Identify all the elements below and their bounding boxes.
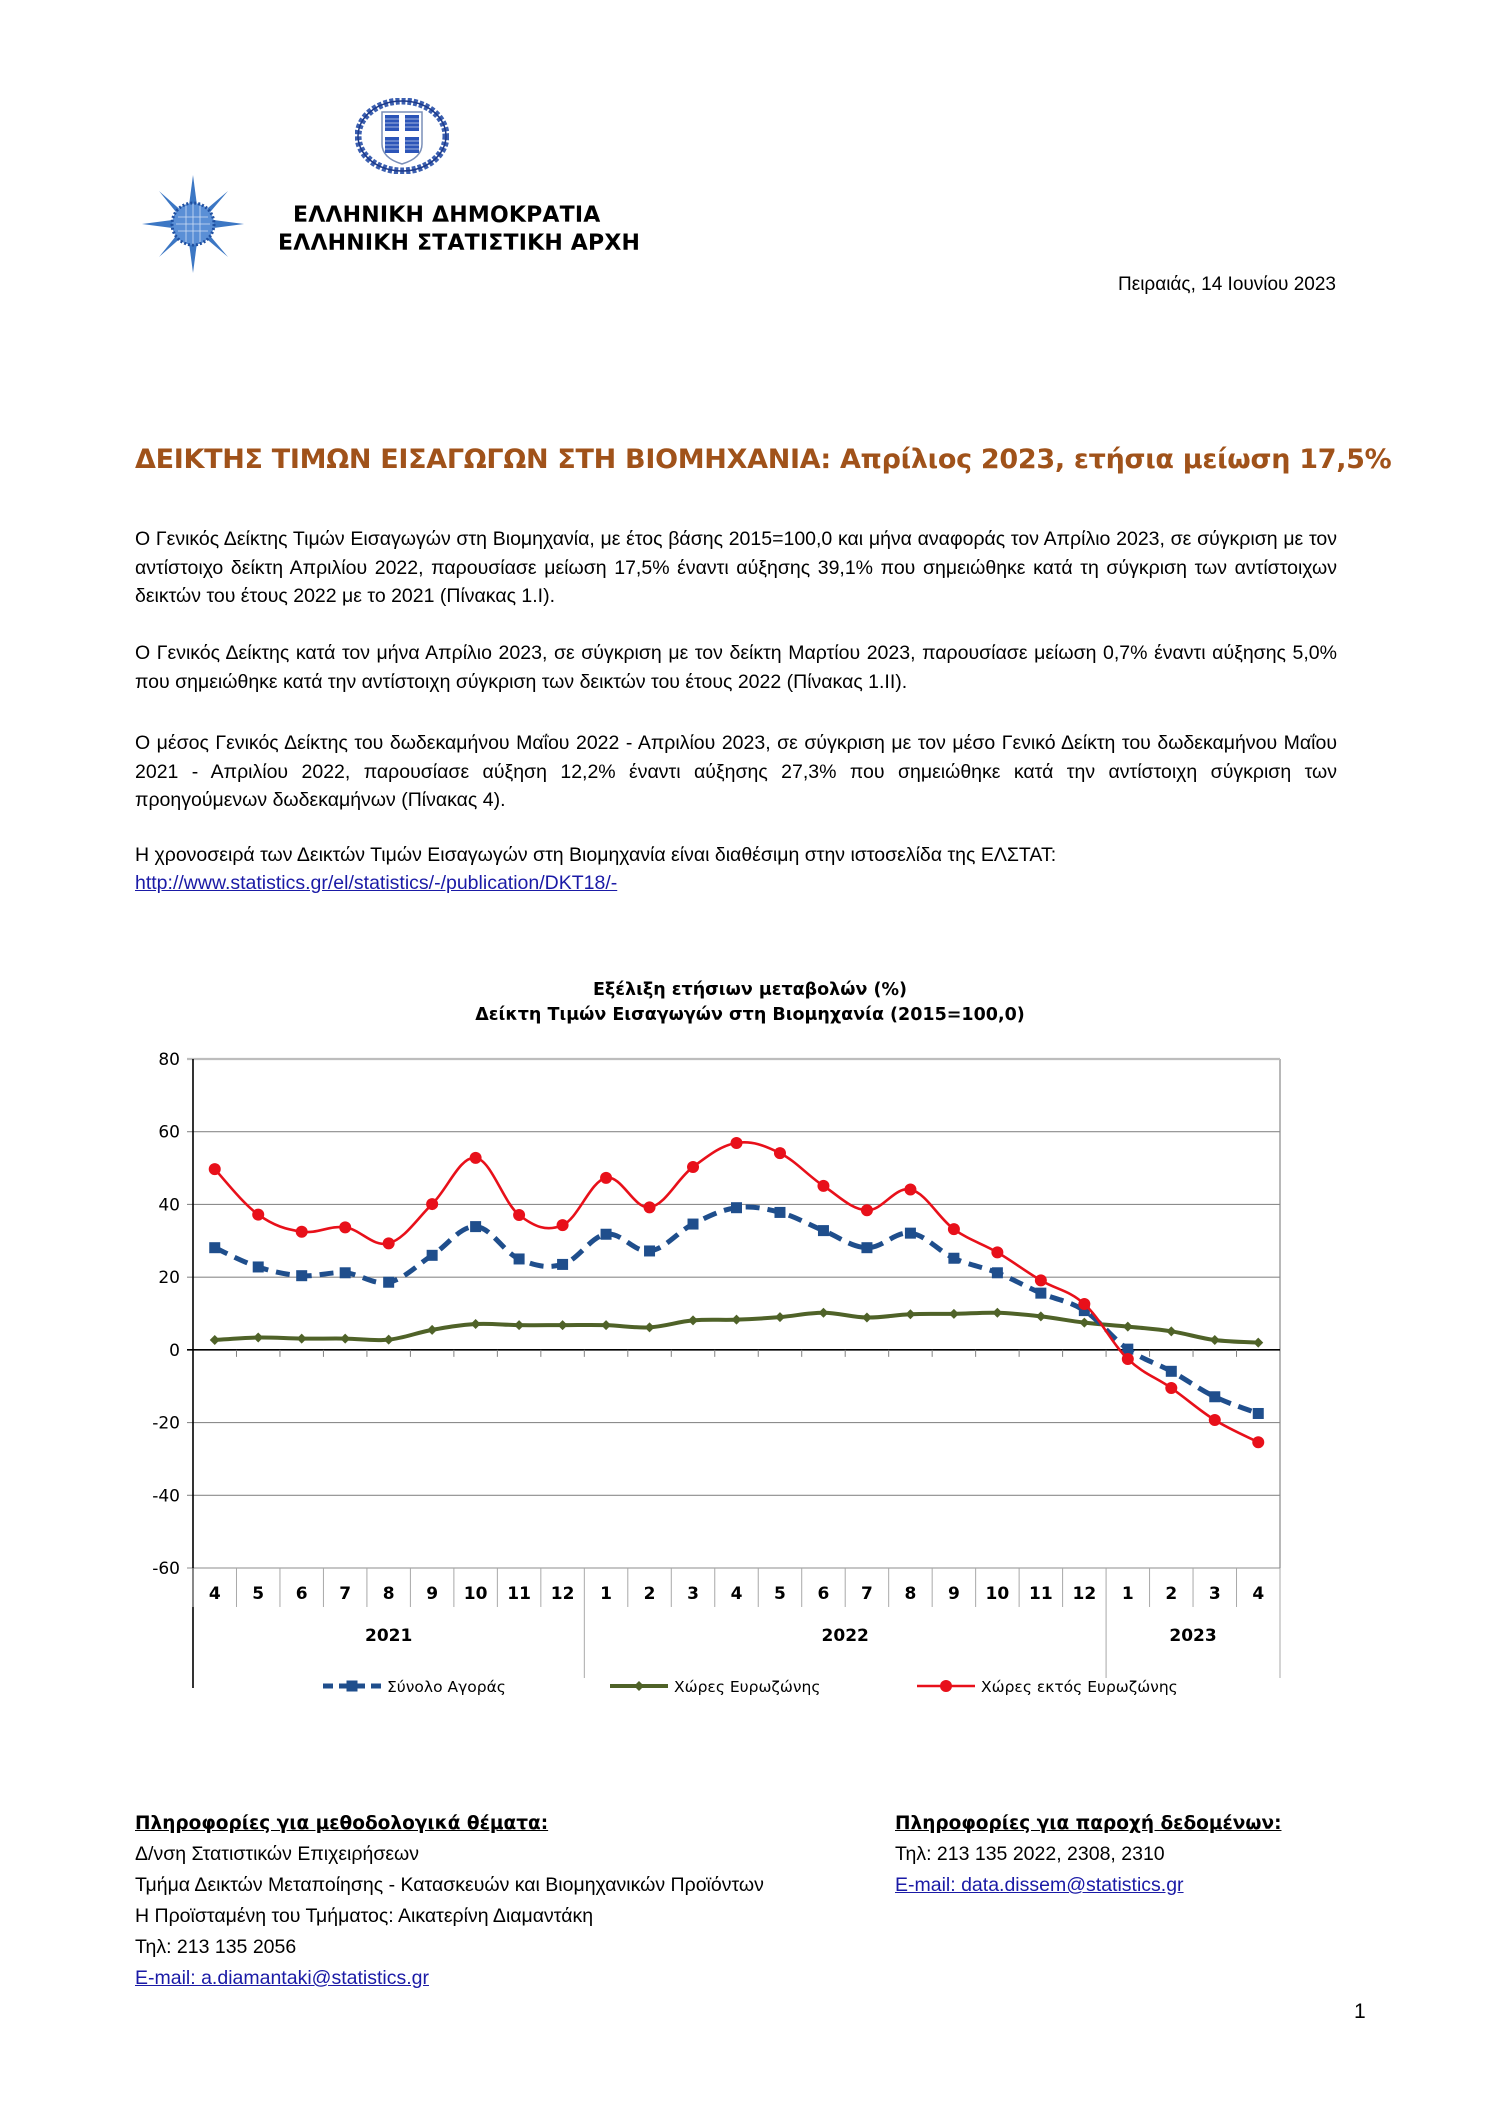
paragraph-monthly-change: Ο Γενικός Δείκτης κατά τον μήνα Απρίλιο 2023, σε σύγκριση με τον δείκτη Μαρτίου 2023, παρουσίασε μείωση 0,7% έναντι αύξησης 5,0% που σημειώθηκε κατά την αντίστοιχη σύγκριση των δεικτών του έτους 2022 (Πίνακας 1.ΙΙ). <box>135 642 1337 693</box>
svg-text:0: 0 <box>169 1340 180 1361</box>
svg-text:6: 6 <box>817 1584 830 1604</box>
svg-text:Χώρες Ευρωζώνης: Χώρες Ευρωζώνης <box>674 1678 821 1696</box>
svg-text:11: 11 <box>507 1584 531 1604</box>
svg-text:12: 12 <box>1072 1584 1097 1604</box>
series-0 <box>209 1202 1264 1419</box>
footer-data-line: Τηλ: 213 135 2022, 2308, 2310 <box>895 1843 1165 1865</box>
svg-text:10: 10 <box>463 1584 488 1604</box>
x-axis <box>193 1059 1280 1688</box>
paragraph-twelve-month-average: Ο μέσος Γενικός Δείκτης του δωδεκαμήνου Μαΐου 2022 - Απριλίου 2023, σε σύγκριση με τον μέσο Γενικό Δείκτη του δωδεκαμήνου Μαΐου 2021 - Απριλίου 2022, παρουσίασε αύξηση 12,2% έναντι αύξησης 27,3% που σημειώθηκε κατά την αντίστοιχη σύγκριση των προηγούμενων δωδεκαμήνων (Πίνακας 4). <box>135 732 1337 811</box>
data-email-link[interactable]: E-mail: data.dissem@statistics.gr <box>895 1874 1184 1896</box>
svg-text:3: 3 <box>687 1584 699 1604</box>
svg-text:40: 40 <box>158 1195 180 1216</box>
svg-text:2023: 2023 <box>1169 1626 1217 1646</box>
timeseries-link[interactable]: http://www.statistics.gr/el/statistics/-/publication/DKT18/- <box>135 872 618 894</box>
svg-text:7: 7 <box>339 1584 352 1604</box>
footer-methodology-line: Τμήμα Δεικτών Μεταποίησης - Κατασκευών και Βιομηχανικών Προϊόντων <box>135 1874 764 1896</box>
chart-gridlines <box>187 1059 1280 1568</box>
chart-series <box>209 1137 1265 1448</box>
svg-text:7: 7 <box>861 1584 873 1604</box>
svg-text:6: 6 <box>295 1584 308 1604</box>
svg-text:Σύνολο Αγοράς: Σύνολο Αγοράς <box>387 1678 506 1696</box>
svg-text:12: 12 <box>550 1584 575 1604</box>
svg-text:9: 9 <box>426 1584 439 1604</box>
svg-text:80: 80 <box>158 1050 180 1070</box>
svg-text:60: 60 <box>158 1122 180 1143</box>
svg-text:2022: 2022 <box>821 1626 869 1646</box>
page-number: 1 <box>1354 2000 1366 2023</box>
chart-legend <box>323 1678 1178 1696</box>
svg-text:-40: -40 <box>152 1486 180 1507</box>
svg-text:-60: -60 <box>152 1559 180 1579</box>
document-title: ΔΕΙΚΤΗΣ ΤΙΜΩΝ ΕΙΣΑΓΩΓΩΝ ΣΤΗ ΒΙΟΜΗΧΑΝΙΑ: Απρίλιος 2023, ετήσια μείωση 17,5% <box>135 444 1392 475</box>
svg-text:8: 8 <box>904 1584 917 1604</box>
svg-text:2: 2 <box>1165 1584 1178 1604</box>
svg-text:4: 4 <box>1252 1584 1265 1604</box>
footer-methodology-line: Τηλ: 213 135 2056 <box>135 1936 297 1958</box>
footer-methodology-line: Δ/νση Στατιστικών Επιχειρήσεων <box>135 1843 420 1865</box>
org-name-line1: ΕΛΛΗΝΙΚΗ ΔΗΜΟΚΡΑΤΙΑ <box>293 203 601 228</box>
footer-methodology <box>135 1808 764 1994</box>
document-date: Πειραιάς, 14 Ιουνίου 2023 <box>1118 274 1336 295</box>
svg-text:2021: 2021 <box>364 1626 413 1646</box>
svg-text:4: 4 <box>208 1584 221 1604</box>
legend-item-1 <box>610 1678 820 1696</box>
svg-text:1: 1 <box>600 1584 612 1604</box>
svg-text:10: 10 <box>985 1584 1010 1604</box>
paragraph-annual-change: Ο Γενικός Δείκτης Τιμών Εισαγωγών στη Βιομηχανία, με έτος βάσης 2015=100,0 και μήνα αναφοράς τον Απρίλιο 2023, σε σύγκριση με τον αντίστοιχο δείκτη Απριλίου 2022, παρουσίασε μείωση 17,5% έναντι αύξησης 39,1% που σημειώθηκε κατά τη σύγκριση των αντίστοιχων δεικτών του έτους 2022 με το 2021 (Πίνακας 1.Ι). <box>135 528 1337 607</box>
footer-data-heading: Πληροφορίες για παροχή δεδομένων: <box>895 1813 1282 1834</box>
footer-methodology-line: Η Προϊσταμένη του Τμήματος: Αικατερίνη Διαμαντάκη <box>135 1905 594 1927</box>
legend-item-0 <box>323 1678 506 1696</box>
svg-text:5: 5 <box>774 1584 786 1604</box>
svg-text:Χώρες εκτός Ευρωζώνης: Χώρες εκτός Ευρωζώνης <box>981 1678 1178 1696</box>
svg-text:5: 5 <box>252 1584 265 1604</box>
footer-data-provision <box>895 1808 1281 1901</box>
footer-methodology-heading: Πληροφορίες για μεθοδολογικά θέματα: <box>135 1813 549 1834</box>
y-axis-tick-labels <box>152 1050 180 1579</box>
org-name-line2: ΕΛΛΗΝΙΚΗ ΣΤΑΤΙΣΤΙΚΗ ΑΡΧΗ <box>278 231 641 256</box>
svg-text:3: 3 <box>1208 1584 1221 1604</box>
legend-item-2 <box>917 1678 1178 1696</box>
svg-text:2: 2 <box>643 1584 656 1604</box>
svg-text:4: 4 <box>730 1584 743 1604</box>
svg-text:-20: -20 <box>152 1413 180 1434</box>
methodology-email-link[interactable]: E-mail: a.diamantaki@statistics.gr <box>135 1967 429 1989</box>
paragraph-timeseries-availability: Η χρονοσειρά των Δεικτών Τιμών Εισαγωγών στη Βιομηχανία είναι διαθέσιμη στην ιστοσελίδα της ΕΛΣΤΑΤ: <box>135 844 1057 866</box>
svg-text:9: 9 <box>947 1584 960 1604</box>
svg-text:8: 8 <box>382 1584 395 1604</box>
chart-title: Εξέλιξη ετήσιων μεταβολών (%) <box>592 980 908 1000</box>
svg-text:20: 20 <box>158 1268 180 1289</box>
svg-text:11: 11 <box>1029 1584 1053 1604</box>
chart-subtitle: Δείκτη Τιμών Εισαγωγών στη Βιομηχανία (2015=100,0) <box>475 1005 1025 1025</box>
svg-text:1: 1 <box>1121 1584 1134 1604</box>
series-2 <box>209 1137 1265 1448</box>
